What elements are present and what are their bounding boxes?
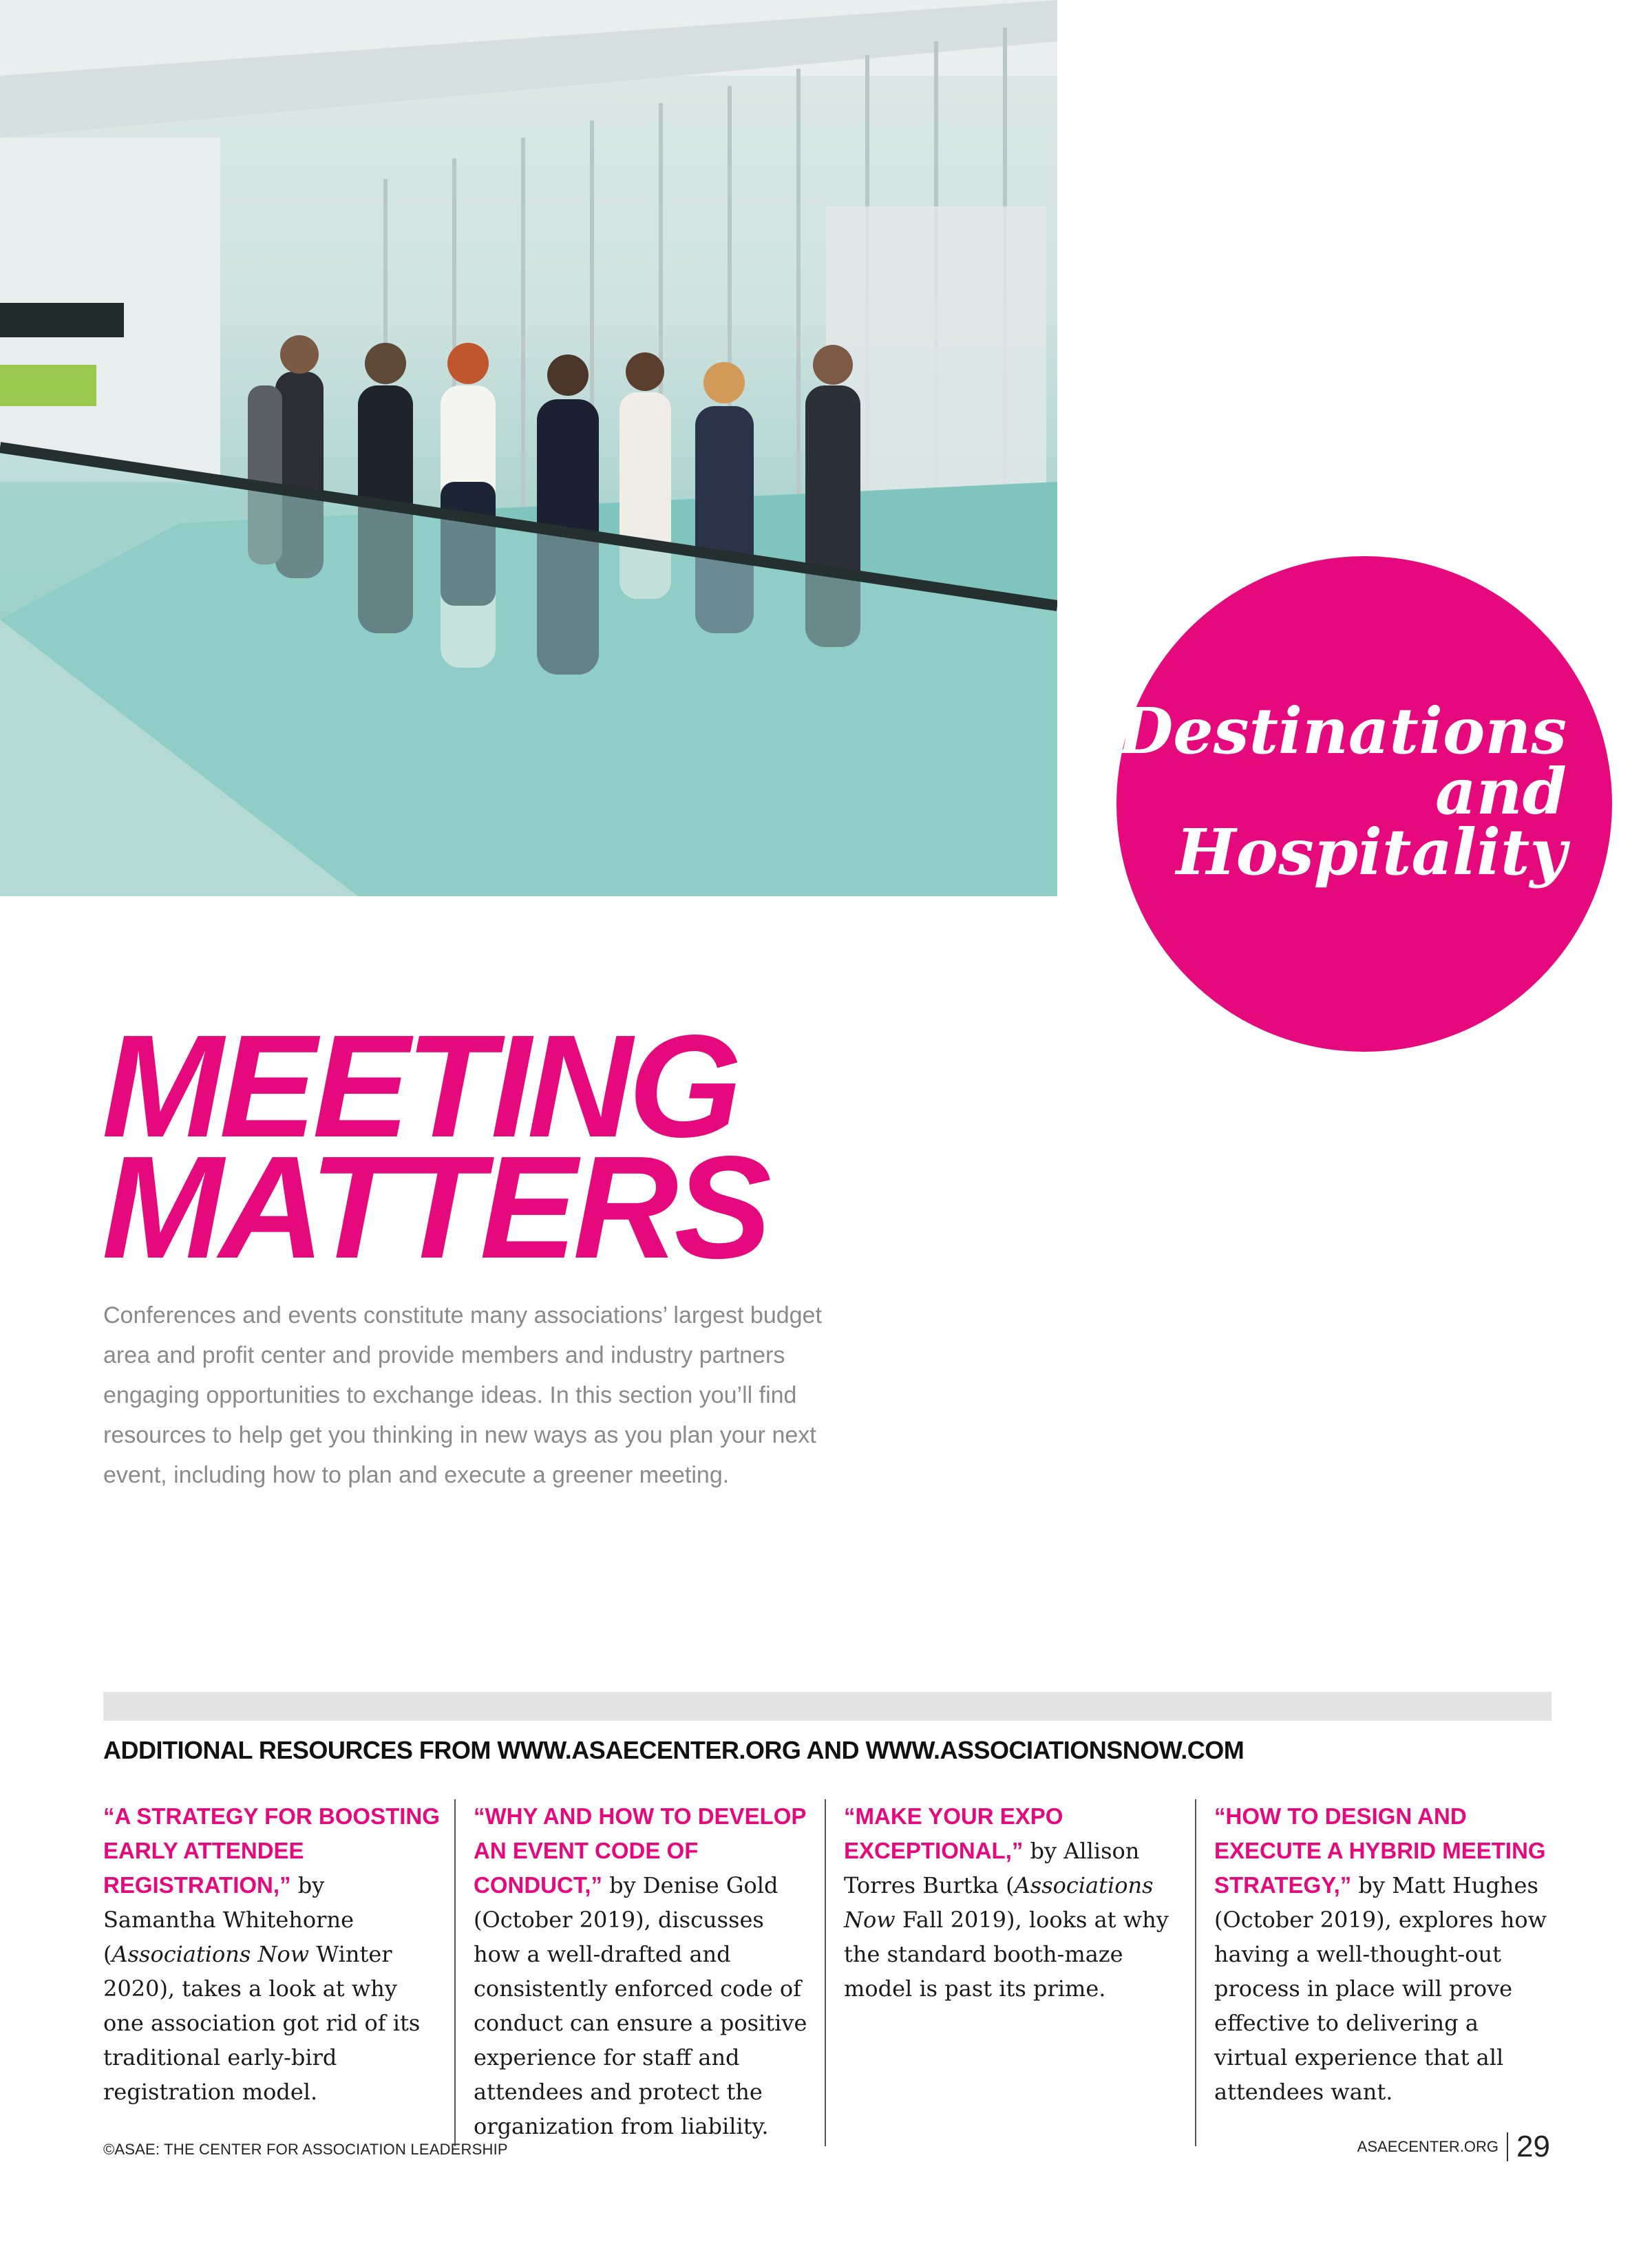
resource-item <box>103 1799 441 2143</box>
sign-dark <box>0 303 124 337</box>
resource-title: “WHY AND HOW TO DEVELOP AN EVENT CODE OF CONDUCT,” <box>474 1803 806 1898</box>
column-divider <box>825 1799 826 2146</box>
resource-publication: Associations Now <box>112 1941 310 1967</box>
resource-title: “MAKE YOUR EXPO EXCEPTIONAL,” <box>844 1803 1063 1863</box>
page-title <box>102 1004 767 1289</box>
resource-title: “A STRATEGY FOR BOOSTING EARLY ATTENDEE REGISTRATION,” <box>103 1803 440 1898</box>
section-badge <box>1116 556 1612 1052</box>
resource-byline: by Denise Gold (October 2019), discusses how a well-drafted and consistently enforced code of conduct can ensure a positive experience for staff and attendees and protect the organization from liability. <box>474 1872 807 2139</box>
resource-item <box>474 1799 811 2143</box>
resource-publication: Associations Now <box>844 1872 1154 1933</box>
resource-description: Winter 2020), takes a look at why one association got rid of its traditional early-bird registration model. <box>103 1941 421 2105</box>
resource-byline: by Samantha Whitehorne ( <box>103 1872 354 1967</box>
footer-separator <box>1507 2132 1508 2161</box>
section-badge-line: Hospitality <box>1176 815 1567 889</box>
column-divider <box>454 1799 456 2146</box>
section-badge-line: Destinations <box>1118 694 1567 768</box>
resource-title: “HOW TO DESIGN AND EXECUTE A HYBRID MEETING STRATEGY,” <box>1214 1803 1546 1898</box>
section-divider-bar <box>103 1692 1552 1721</box>
page-number: 29 <box>1516 2130 1550 2163</box>
sign-green <box>0 365 96 406</box>
page-title-line: MATTERS <box>102 1125 767 1289</box>
resource-byline: by Matt Hughes (October 2019), explores how having a well-thought-out process in place will prove effective to delivering a virtual experience that all attendees want. <box>1214 1872 1547 2105</box>
column-divider <box>1195 1799 1196 2146</box>
resources-heading: ADDITIONAL RESOURCES FROM WWW.ASAECENTER.ORG AND WWW.ASSOCIATIONSNOW.COM <box>103 1736 1245 1764</box>
footer-page-info <box>1357 2130 1550 2164</box>
section-badge-label <box>1118 694 1567 889</box>
resource-description: Fall 2019), looks at why the standard booth-maze model is past its prime. <box>844 1907 1169 2002</box>
section-badge-line: and <box>1435 754 1567 829</box>
footer-copyright: ©ASAE: THE CENTER FOR ASSOCIATION LEADERSHIP <box>103 2141 508 2158</box>
resource-byline: by Allison Torres Burtka ( <box>844 1838 1140 1898</box>
hero-photo <box>0 0 1057 896</box>
intro-paragraph: Conferences and events constitute many associations’ largest budget area and profit center and provide members and industry partners engaging opportunities to exchange ideas. In this section you’ll find resources to help get you thinking in new ways as you plan your next event, including how to plan and execute a greener meeting. <box>103 1302 822 1488</box>
resource-item <box>844 1799 1181 2143</box>
page-title-line: MEETING <box>102 1004 738 1167</box>
atrium-illustration <box>0 0 1057 896</box>
footer-site: ASAECENTER.ORG <box>1357 2138 1499 2155</box>
resource-item <box>1214 1799 1552 2143</box>
